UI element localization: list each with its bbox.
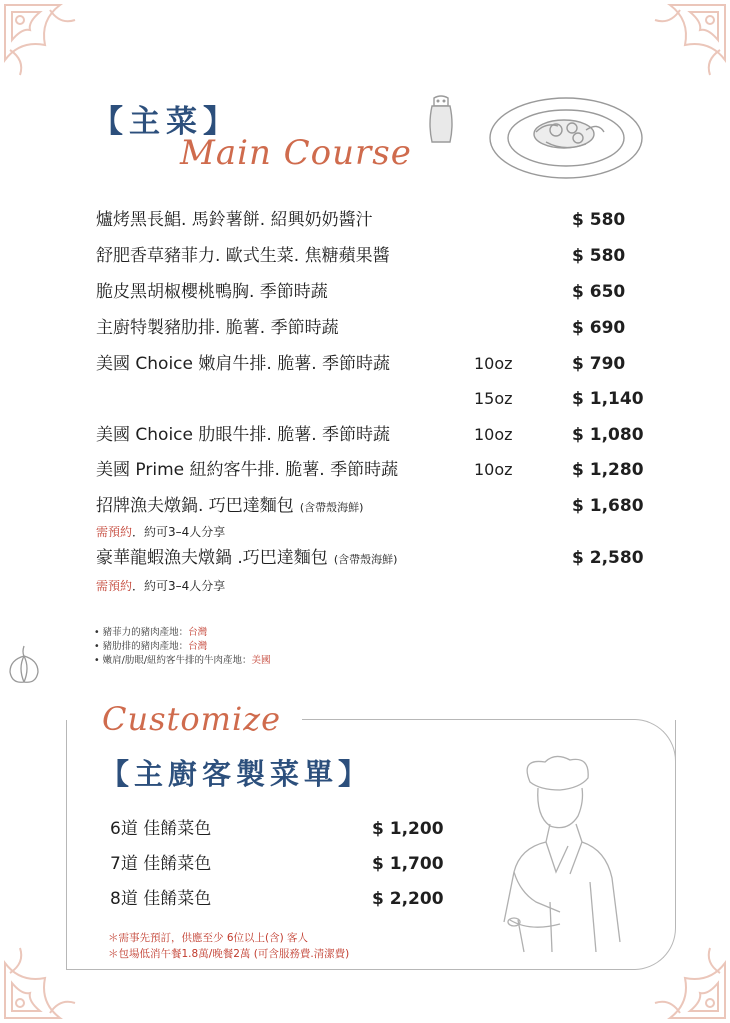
reservation-note (96, 577, 225, 594)
course-price: $ 1,700 (372, 854, 444, 874)
chef-illustration (490, 752, 640, 957)
dish-note: (含帶殼海鮮) (299, 501, 364, 514)
dish-price: $ 580 (572, 210, 626, 230)
course-price: $ 2,200 (372, 889, 444, 909)
dish-size: 10oz (474, 354, 513, 373)
customize-title-zh: 【主廚客製菜單】 (100, 757, 373, 791)
dish-size: 10oz (474, 460, 513, 479)
dish-name: 爐烤黑長鯧. 馬鈴薯餅. 紹興奶奶醬汁 (96, 210, 373, 230)
dish-price: $ 650 (572, 282, 626, 302)
dish-name: 脆皮黑胡椒櫻桃鴨胸. 季節時蔬 (96, 282, 328, 302)
plate-illustration (486, 92, 646, 182)
dish-note: (含帶殼海鮮) (333, 553, 398, 566)
origin-text: • 豬肋排的豬肉產地： (94, 641, 189, 652)
course-count: 7道 佳餚菜色 (110, 854, 212, 874)
reservation-required: 需預約 (96, 579, 133, 593)
origin-place: 台灣 (188, 627, 208, 638)
dish-price: $ 2,580 (572, 548, 644, 568)
corner-ornament-top-left (0, 0, 90, 90)
origin-note (94, 626, 207, 639)
course-count: 8道 佳餚菜色 (110, 889, 212, 909)
dish-price: $ 1,680 (572, 496, 644, 516)
course-price: $ 1,200 (372, 819, 444, 839)
dish-name: 美國 Choice 肋眼牛排. 脆薯. 季節時蔬 (96, 425, 390, 445)
origin-place: 台灣 (188, 641, 208, 652)
garlic-illustration (4, 642, 44, 686)
customize-note: ＊包場低消午餐1.8萬/晚餐2萬 (可含服務費.清潔費) (108, 948, 350, 960)
dish-price: $ 1,080 (572, 425, 644, 445)
origin-place: 美國 (251, 655, 271, 666)
dish-name (96, 545, 397, 573)
dish-price: $ 690 (572, 318, 626, 338)
corner-ornament-top-right (640, 0, 730, 90)
dish-name-text: 招牌漁夫燉鍋. 巧巴達麵包 (96, 496, 294, 516)
customize-title-en: Customize (102, 700, 282, 738)
origin-note (94, 640, 207, 653)
dish-price: $ 790 (572, 354, 626, 374)
reservation-note (96, 523, 225, 540)
dish-name: 主廚特製豬肋排. 脆薯. 季節時蔬 (96, 318, 339, 338)
origin-text: • 嫩肩/肋眼/紐約客牛排的牛肉產地： (94, 655, 252, 666)
dish-price: $ 1,280 (572, 460, 644, 480)
course-count: 6道 佳餚菜色 (110, 819, 212, 839)
dish-size: 15oz (474, 389, 513, 408)
origin-text: • 豬菲力的豬肉產地： (94, 627, 189, 638)
salt-shaker-illustration (424, 94, 458, 146)
dish-size: 10oz (474, 425, 513, 444)
dish-name: 美國 Prime 紐約客牛排. 脆薯. 季節時蔬 (96, 460, 399, 480)
dish-name-text: 豪華龍蝦漁夫燉鍋 .巧巴達麵包 (96, 548, 328, 568)
reservation-detail: ．約可3–4人分享 (132, 579, 226, 593)
customize-note: ＊需事先預訂，供應至少 6位以上(含) 客人 (108, 932, 309, 944)
reservation-detail: ．約可3–4人分享 (132, 525, 226, 539)
main-course-title-zh: 【主菜】 (92, 104, 240, 140)
dish-price: $ 1,140 (572, 389, 644, 409)
main-course-title-en: Main Course (180, 133, 412, 173)
dish-price: $ 580 (572, 246, 626, 266)
dish-name: 美國 Choice 嫩肩牛排. 脆薯. 季節時蔬 (96, 354, 390, 374)
dish-name: 舒肥香草豬菲力. 歐式生菜. 焦糖蘋果醬 (96, 246, 390, 266)
reservation-required: 需預約 (96, 525, 133, 539)
origin-note (94, 654, 271, 667)
dish-name (96, 493, 363, 521)
